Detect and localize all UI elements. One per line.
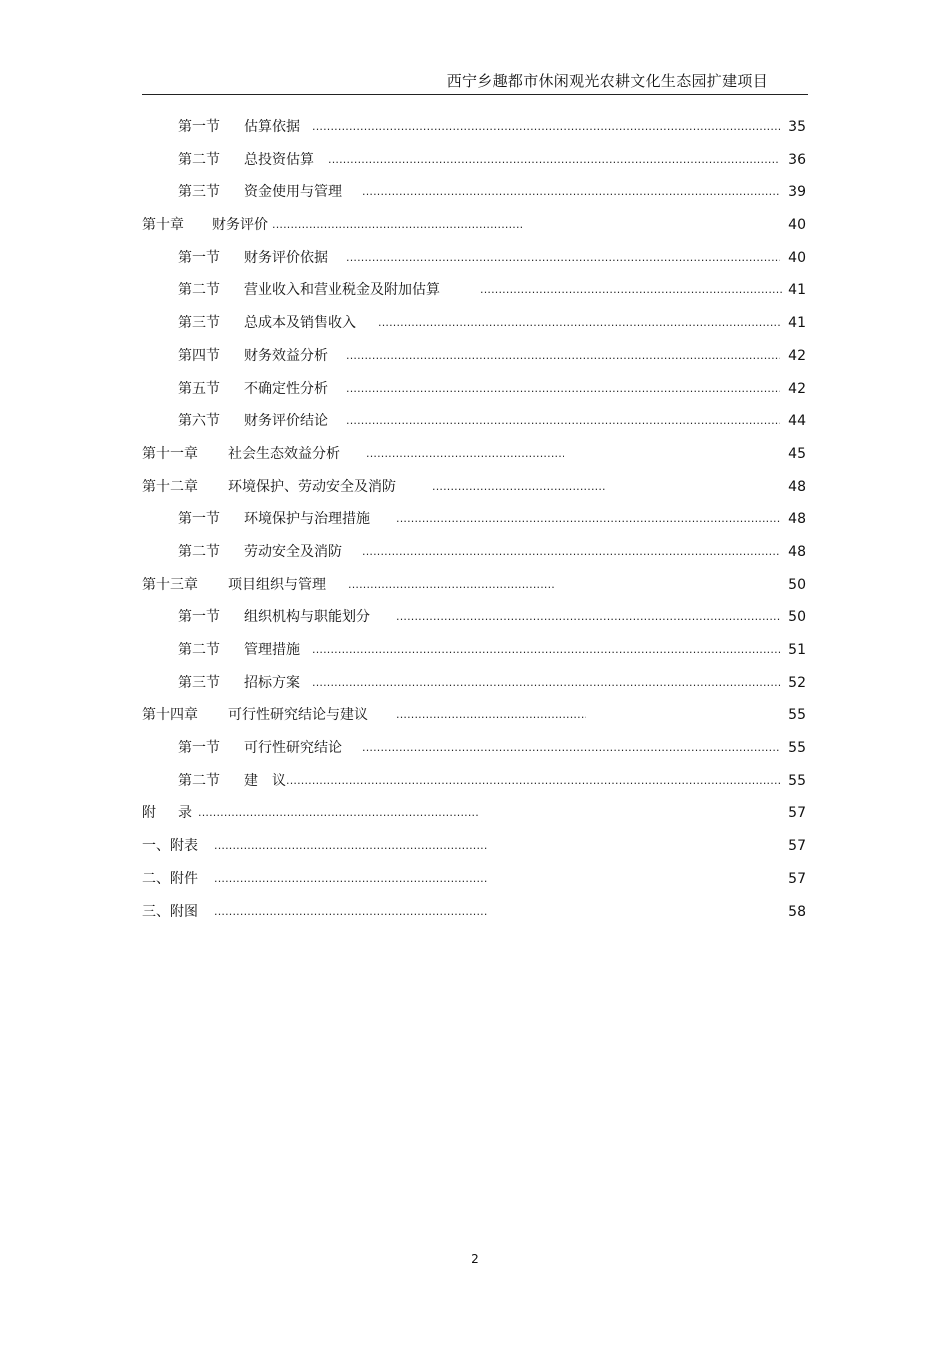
toc-entry-number: 第三节 [178,674,220,691]
toc-entry-title: 财务评价 [212,217,268,234]
toc-entry-page: 40 [788,249,806,266]
toc-dot-leader [312,667,780,700]
toc-entry-title: 财务评价结论 [244,413,328,430]
toc-entry-number: 第五节 [178,380,220,397]
toc-dot-leader [366,438,564,471]
toc-dot-leader [286,765,780,798]
toc-section-entry[interactable] [142,176,806,209]
toc-entry-page: 42 [788,380,806,397]
toc-entry-page: 50 [788,609,806,626]
toc-section-entry[interactable] [142,340,806,373]
toc-entry-number: 第二节 [178,151,220,168]
toc-entry-number: 第一节 [178,119,220,135]
toc-entry-page: 50 [788,576,806,593]
toc-entry-page: 35 [788,119,806,135]
toc-entry-title: 不确定性分析 [244,380,328,397]
toc-entry-title: 财务评价依据 [244,249,328,266]
toc-entry-number: 一、附表 [142,838,198,855]
toc-entry-title: 环境保护、劳动安全及消防 [228,478,396,495]
toc-entry-number: 第四节 [178,347,220,364]
toc-entry-title: 招标方案 [244,674,300,691]
toc-chapter-entry[interactable] [142,438,806,471]
toc-dot-leader [378,307,780,340]
toc-dot-leader [214,830,488,863]
toc-entry-page: 55 [788,707,806,724]
toc-entry-number: 第一节 [178,511,220,528]
toc-entry-number: 第三节 [178,184,220,201]
toc-section-entry[interactable] [142,111,806,144]
toc-section-entry[interactable] [142,667,806,700]
toc-section-entry[interactable] [142,242,806,275]
toc-entry-page: 48 [788,478,806,495]
toc-dot-leader [346,373,780,406]
toc-entry-number: 第十章 [142,217,184,234]
toc-entry-page: 57 [788,838,806,855]
toc-section-entry[interactable] [142,144,806,177]
toc-entry-page: 55 [788,740,806,757]
toc-entry-page: 41 [788,315,806,332]
toc-entry-title: 可行性研究结论与建议 [228,707,368,724]
toc-entry-page: 41 [788,282,806,299]
toc-chapter-entry[interactable] [142,209,806,242]
toc-entry-title: 总成本及销售收入 [244,315,356,332]
toc-dot-leader [396,699,586,732]
toc-section-entry[interactable] [142,732,806,765]
toc-entry-number: 第二节 [178,543,220,560]
toc-entry-number: 第二节 [178,772,220,789]
running-header-title: 西宁乡趣都市休闲观光农耕文化生态园扩建项目 [446,72,768,90]
table-of-contents [142,111,806,928]
toc-chapter-entry[interactable] [142,863,806,896]
toc-dot-leader [432,471,606,504]
toc-entry-title: 环境保护与治理措施 [244,511,370,528]
toc-entry-page: 48 [788,511,806,528]
toc-entry-number: 三、附图 [142,903,198,920]
toc-entry-title: 项目组织与管理 [228,576,326,593]
toc-entry-page: 57 [788,805,806,822]
toc-entry-page: 55 [788,772,806,789]
toc-dot-leader [346,242,780,275]
toc-entry-page: 42 [788,347,806,364]
toc-entry-page: 48 [788,543,806,560]
toc-entry-page: 57 [788,870,806,887]
toc-entry-number: 第三节 [178,315,220,332]
toc-dot-leader [312,111,780,144]
toc-dot-leader [328,144,780,177]
toc-section-entry[interactable] [142,536,806,569]
toc-entry-page: 58 [788,903,806,920]
toc-entry-page: 39 [788,184,806,201]
toc-dot-leader [362,176,780,209]
toc-entry-number: 第一节 [178,740,220,757]
toc-section-entry[interactable] [142,765,806,798]
toc-entry-number: 二、附件 [142,870,198,887]
toc-entry-number: 附 [142,805,156,822]
page-number: 2 [471,1252,479,1266]
toc-section-entry[interactable] [142,601,806,634]
toc-section-entry[interactable] [142,373,806,406]
toc-dot-leader [198,797,480,830]
toc-chapter-entry[interactable] [142,569,806,602]
toc-entry-title: 录 [178,805,192,822]
toc-dot-leader [346,405,780,438]
toc-dot-leader [272,209,524,242]
toc-section-entry[interactable] [142,634,806,667]
header-rule [142,94,808,95]
toc-chapter-entry[interactable] [142,471,806,504]
toc-dot-leader [214,896,488,929]
toc-entry-number: 第二节 [178,282,220,299]
toc-entry-page: 52 [788,674,806,691]
toc-entry-title: 估算依据 [244,119,300,135]
toc-section-entry[interactable] [142,503,806,536]
toc-section-entry[interactable] [142,307,806,340]
toc-entry-number: 第十三章 [142,576,198,593]
toc-section-entry[interactable] [142,405,806,438]
toc-entry-title: 资金使用与管理 [244,184,342,201]
toc-entry-number: 第十一章 [142,445,198,462]
toc-chapter-entry[interactable] [142,797,806,830]
toc-chapter-entry[interactable] [142,699,806,732]
toc-entry-number: 第十二章 [142,478,198,495]
toc-dot-leader [214,863,488,896]
toc-dot-leader [312,634,780,667]
toc-entry-title: 营业收入和营业税金及附加估算 [244,282,440,299]
toc-dot-leader [348,569,556,602]
toc-entry-title: 管理措施 [244,642,300,658]
toc-entry-number: 第六节 [178,413,220,430]
toc-section-entry[interactable] [142,274,806,307]
toc-chapter-entry[interactable] [142,830,806,863]
toc-dot-leader [362,732,780,765]
toc-entry-title: 社会生态效益分析 [228,445,340,462]
toc-entry-title: 总投资估算 [244,151,314,168]
toc-entry-title: 建 议 [244,772,286,789]
toc-entry-page: 40 [788,217,806,234]
toc-dot-leader [480,274,782,307]
toc-entry-number: 第一节 [178,249,220,266]
toc-dot-leader [396,503,780,536]
toc-entry-number: 第二节 [178,642,220,658]
toc-entry-number: 第十四章 [142,707,198,724]
toc-entry-title: 财务效益分析 [244,347,328,364]
toc-dot-leader [396,601,780,634]
toc-chapter-entry[interactable] [142,896,806,929]
toc-entry-title: 组织机构与职能划分 [244,609,370,626]
toc-dot-leader [346,340,780,373]
toc-entry-page: 44 [788,413,806,430]
toc-entry-page: 36 [788,151,806,168]
toc-entry-title: 可行性研究结论 [244,740,342,757]
toc-entry-page: 51 [788,642,806,658]
toc-entry-page: 45 [788,445,806,462]
toc-entry-number: 第一节 [178,609,220,626]
toc-entry-title: 劳动安全及消防 [244,543,342,560]
toc-dot-leader [362,536,780,569]
